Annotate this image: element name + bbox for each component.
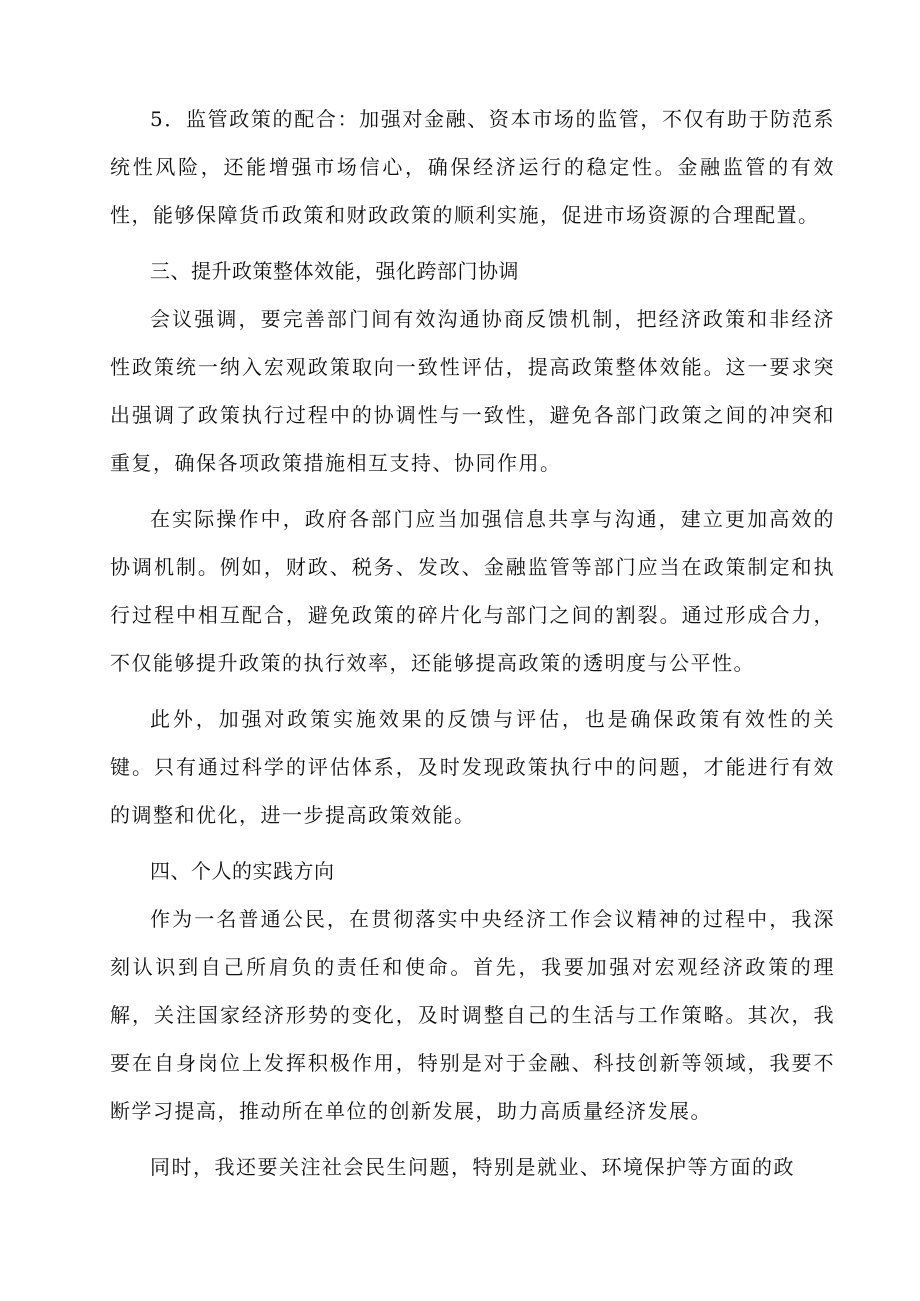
paragraph-spacer (110, 1135, 835, 1143)
paragraph-meeting-emphasis: 会议强调，要完善部门间有效沟通协商反馈机制，把经济政策和非经济性政策统一纳入宏观政策取向一致性评估，提高政策整体效能。这一要求突出强调了政策执行过程中的协调性与一致性，避免各部门政策之间的冲突和重复，确保各项政策措施相互支持、协同作用。 (110, 307, 835, 475)
document-body (110, 95, 835, 1191)
paragraph-spacer (110, 487, 835, 495)
section-heading-four: 四、个人的实践方向 (150, 859, 335, 883)
paragraph-personal-practice: 作为一名普通公民，在贯彻落实中央经济工作会议精神的过程中，我深刻认识到自己所肩负的责任和使命。首先，我要加强对宏观经济政策的理解，关注国家经济形势的变化，及时调整自己的生活与工作策略。其次，我要在自身岗位上发挥积极作用，特别是对于金融、科技创新等领域，我要不断学习提高，推动所在单位的创新发展，助力高质量经济发展。 (110, 907, 835, 1123)
paragraph-livelihood: 同时，我还要关注社会民生问题，特别是就业、环境保护等方面的政 (150, 1155, 795, 1179)
paragraph-spacer (110, 239, 835, 247)
paragraph-feedback-evaluation: 此外，加强对政策实施效果的反馈与评估，也是确保政策有效性的关键。只有通过科学的评估体系，及时发现政策执行中的问题，才能进行有效的调整和优化，进一步提高政策效能。 (110, 707, 835, 827)
paragraph-practical-operation: 在实际操作中，政府各部门应当加强信息共享与沟通，建立更加高效的协调机制。例如，财政、税务、发改、金融监管等部门应当在政策制定和执行过程中相互配合，避免政策的碎片化与部门之间的割裂。通过形成合力，不仅能够提升政策的执行效率，还能够提高政策的透明度与公平性。 (110, 507, 835, 675)
paragraph-spacer (110, 687, 835, 695)
section-heading-three: 三、提升政策整体效能，强化跨部门协调 (150, 259, 519, 283)
paragraph-regulatory-policy: 5．监管政策的配合：加强对金融、资本市场的监管，不仅有助于防范系统性风险，还能增强市场信心，确保经济运行的稳定性。金融监管的有效性，能够保障货币政策和财政政策的顺利实施，促进市场资源的合理配置。 (110, 107, 835, 227)
paragraph-spacer (110, 839, 835, 847)
